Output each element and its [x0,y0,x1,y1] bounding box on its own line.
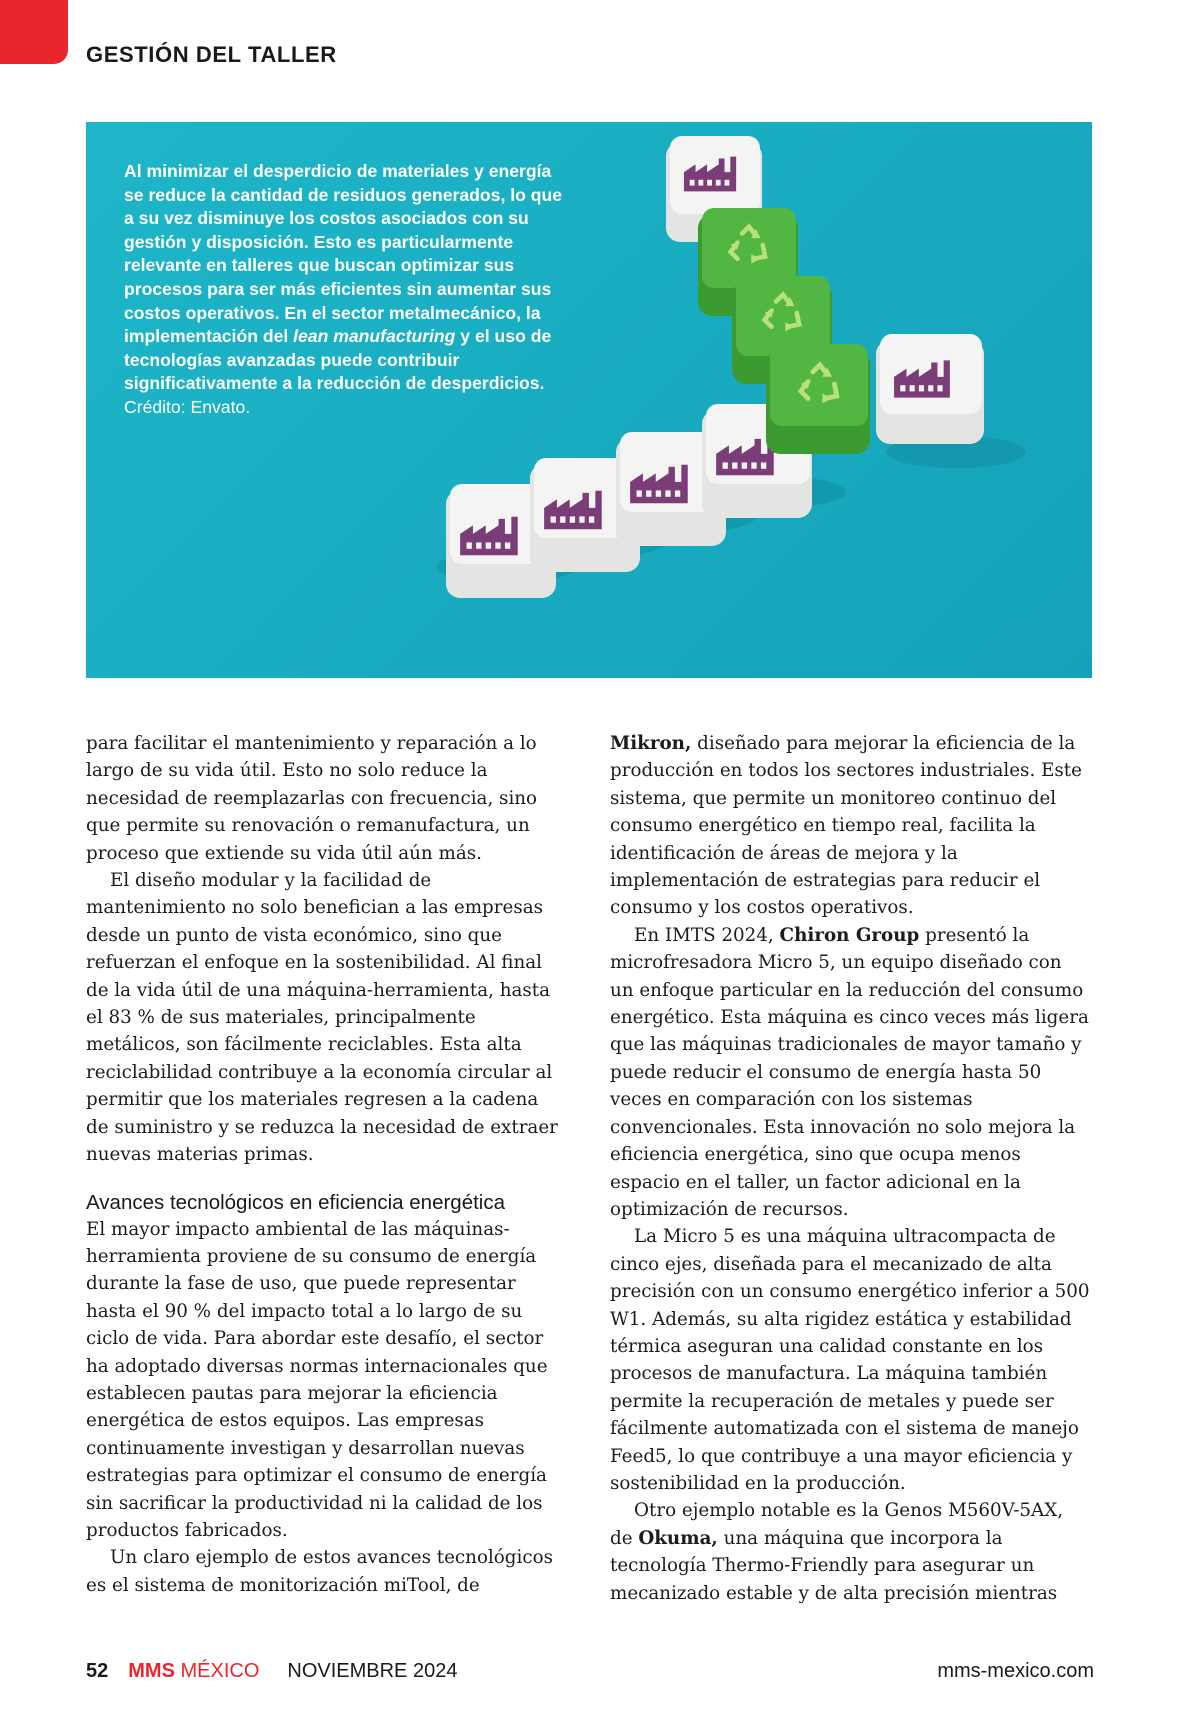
article-column-right [610,730,1090,1607]
photo-credit: Crédito: Envato. [124,396,251,417]
paragraph: Un claro ejemplo de estos avances tecnológicos es el sistema de monitorización miTool, de [86,1547,553,1596]
paragraph: La Micro 5 es una máquina ultracompacta de cinco ejes, diseñada para el mecanizado de alta precisión con un consumo energético inferior a 500 W1. Además, su alta rigidez estática y estabilidad térmica aseguran una calidad constante en los procesos de manufactura. La máquina también permite la recuperación de metales y puede ser fácilmente automatizada con el sistema de manejo Feed5, lo que contribuye a una mayor eficiencia y sostenibilidad en la producción. [610,1226,1090,1494]
factory-cube [876,334,984,444]
magazine-brand-country: MÉXICO [174,1660,260,1682]
issue-date: NOVIEMBRE 2024 [287,1660,458,1682]
paragraph: Mikron, diseñado para mejorar la eficiencia de la producción en todos los sectores industriales. Este sistema, que permite un monitoreo continuo del consumo energético en tiempo real, facilita la identificación de áreas de mejora y la implementación de estrategias para reducir el consumo y los costos operativos. [610,733,1082,919]
paragraph: En IMTS 2024, Chiron Group presentó la microfresadora Micro 5, un equipo diseñado con un enfoque particular en la reducción del consumo energético. Esta máquina es cinco veces más ligera que las máquinas tradicionales de mayor tamaño y puede reducir el consumo de energía hasta 50 veces en comparación con los sistemas convencionales. Esta innovación no solo mejora la eficiencia energética, sino que ocupa menos espacio en el taller, un factor adicional en la optimización de recursos. [610,924,1089,1220]
paragraph: El mayor impacto ambiental de las máquinas-herramienta proviene de su consumo de energía durante la fase de uso, que puede representar hasta el 90 % del impacto total a lo largo de su ciclo de vida. Para abordar este desafío, el sector ha adoptado diversas normas internacionales que establecen pautas para mejorar la eficiencia energética de estos equipos. Las empresas continuamente investigan y desarrollan nuevas estrategias para optimizar el consumo de energía sin sacrificar la productividad ni la calidad de los productos fabricados. [86,1218,548,1541]
website-link[interactable]: mms-mexico.com [937,1660,1094,1682]
paragraph: Otro ejemplo notable es la Genos M560V-5AX, de Okuma, una máquina que incorpora la tecnología Thermo-Friendly para asegurar un mecanizado estable y de alta precisión mientras [610,1500,1064,1604]
paragraph: para facilitar el mantenimiento y reparación a lo largo de su vida útil. Esto no solo reduce la necesidad de reemplazarlas con frecuencia, sino que permite su renovación o remanufactura, un proceso que extiende su vida útil aún más. [86,733,538,864]
subheading: Avances tecnológicos en eficiencia energética [86,1190,505,1214]
photo-caption: Al minimizar el desperdicio de materiales y energía se reduce la cantidad de residuos generados, lo que a su vez disminuye los costos asociados con su gestión y disposición. Esto es particularmente relevante en talleres que buscan optimizar sus procesos para ser más eficientes sin aumentar sus costos operativos. En el sector metalmecánico, la implementación del lean manufacturing y el uso de tecnologías avanzadas puede contribuir significativamente a la reducción de desperdicios. Crédito: Envato. [124,161,563,417]
section-tab-marker [0,0,68,64]
magazine-brand: MMS [128,1660,175,1682]
article-column-left [86,730,566,1599]
article-photo [86,122,1092,678]
paragraph: El diseño modular y la facilidad de mantenimiento no solo benefician a las empresas desde un punto de vista económico, sino que refuerzan el enfoque en la sostenibilidad. Al final de la vida útil de una máquina-herramienta, hasta el 83 % de sus materiales, principalmente metálicos, son fácilmente reciclables. Esta alta reciclabilidad contribuye a la economía circular al permitir que los materiales regresen a la cadena de suministro y se reduzca la necesidad de extraer nuevas materias primas. [86,870,558,1166]
recycle-cube [766,344,870,454]
page-footer [86,1660,1094,1683]
page-number: 52 [86,1660,109,1682]
section-title: GESTIÓN DEL TALLER [86,42,337,67]
